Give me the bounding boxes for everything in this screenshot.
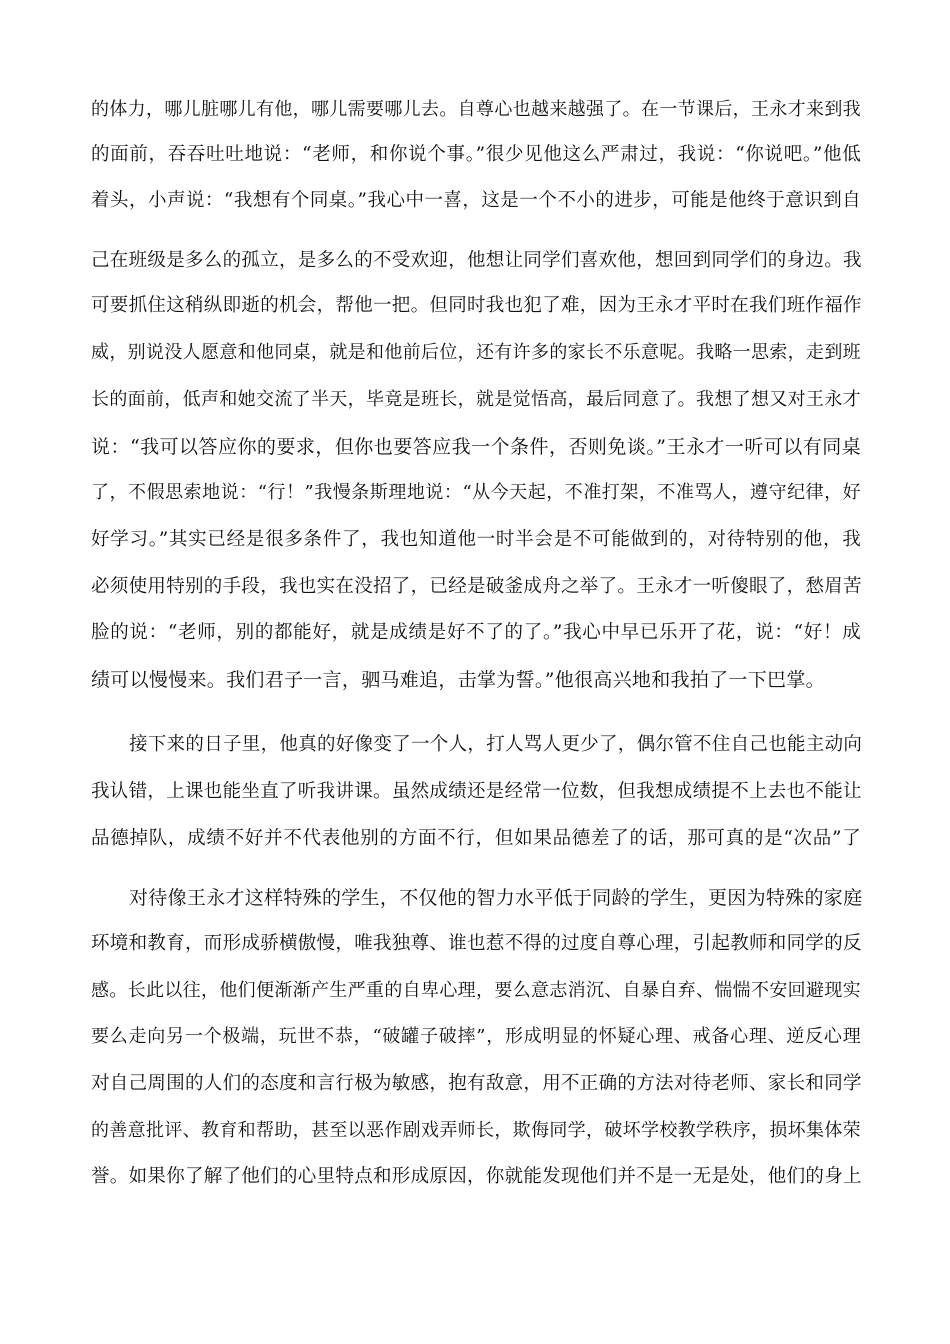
- text-line: 可要抓住这稍纵即逝的机会，帮他一把。但同时我也犯了难，因为王永才平时在我们班作福作: [91, 295, 862, 316]
- text-line: 脸的说：“老师，别的都能好，就是成绩是好不了的了。”我心中早已乐开了花，说：“好！成: [91, 622, 861, 643]
- text-line: 感。长此以往，他们便渐渐产生严重的自卑心理，要么意志消沉、自暴自弃、惴惴不安回避现实: [91, 980, 861, 1001]
- paragraph-first-line: 接下来的日子里，他真的好像变了一个人，打人骂人更少了，偶尔管不住自己也能主动向: [129, 734, 863, 755]
- text-line: 好学习。”其实已经是很多条件了，我也知道他一时半会是不可能做到的，对待特别的他，我: [91, 529, 861, 550]
- text-line: 我认错，上课也能坐直了听我讲课。虽然成绩还是经常一位数，但我想成绩提不上去也不能让: [91, 781, 862, 802]
- text-line: 要么走向另一个极端，玩世不恭，“破罐子破摔”，形成明显的怀疑心理、戒备心理、逆反心理: [91, 1026, 861, 1047]
- paragraph-first-line: 对待像王永才这样特殊的学生，不仅他的智力水平低于同龄的学生，更因为特殊的家庭: [129, 887, 863, 909]
- text-line: 己在班级是多么的孤立，是多么的不受欢迎，他想让同学们喜欢他，想回到同学们的身边。我: [91, 250, 862, 271]
- text-line: 长的面前，低声和她交流了半天，毕竟是班长，就是觉悟高，最后同意了。我想了想又对王永才: [91, 389, 861, 410]
- text-line: 对自己周围的人们的态度和言行极为敏感，抱有敌意，用不正确的方法对待老师、家长和同学: [91, 1073, 862, 1094]
- text-line: 的善意批评、教育和帮助，甚至以恶作剧戏弄师长，欺侮同学，破坏学校教学秩序，损坏集体荣: [91, 1120, 861, 1141]
- text-line: 必须使用特别的手段，我也实在没招了，已经是破釜成舟之举了。王永才一听傻眼了，愁眉苦: [91, 576, 862, 597]
- text-line: 绩可以慢慢来。我们君子一言，驷马难追，击掌为誓。”他很高兴地和我拍了一下巴掌。: [91, 669, 825, 691]
- text-line: 的体力，哪儿脏哪儿有他，哪儿需要哪儿去。自尊心也越来越强了。在一节课后，王永才来到我: [91, 99, 861, 120]
- text-line: 说：“我可以答应你的要求，但你也要答应我一个条件，否则免谈。”王永才一听可以有同桌: [91, 436, 861, 458]
- text-line: 品德掉队，成绩不好并不代表他别的方面不行，但如果品德差了的话，那可真的是“次品”了: [91, 828, 861, 849]
- text-line: 着头，小声说：“我想有个同桌。”我心中一喜，这是一个不小的进步，可能是他终于意识到自: [91, 190, 861, 211]
- text-line: 了，不假思索地说：“行！”我慢条斯理地说：“从今天起，不准打架，不准骂人，遵守纪律，好: [91, 482, 861, 503]
- text-line: 的面前，吞吞吐吐地说：“老师，和你说个事。”很少见他这么严肃过，我说：“你说吧。”他低: [91, 144, 861, 165]
- text-line: 誉。如果你了解了他们的心里特点和形成原因，你就能发现他们并不是一无是处，他们的身上: [91, 1166, 862, 1187]
- text-line: 威，别说没人愿意和他同桌，就是和他前后位，还有许多的家长不乐意呢。我略一思索，走到班: [91, 342, 861, 363]
- text-line: 环境和教育，而形成骄横傲慢，唯我独尊、谁也惹不得的过度自尊心理，引起教师和同学的反: [91, 933, 862, 954]
